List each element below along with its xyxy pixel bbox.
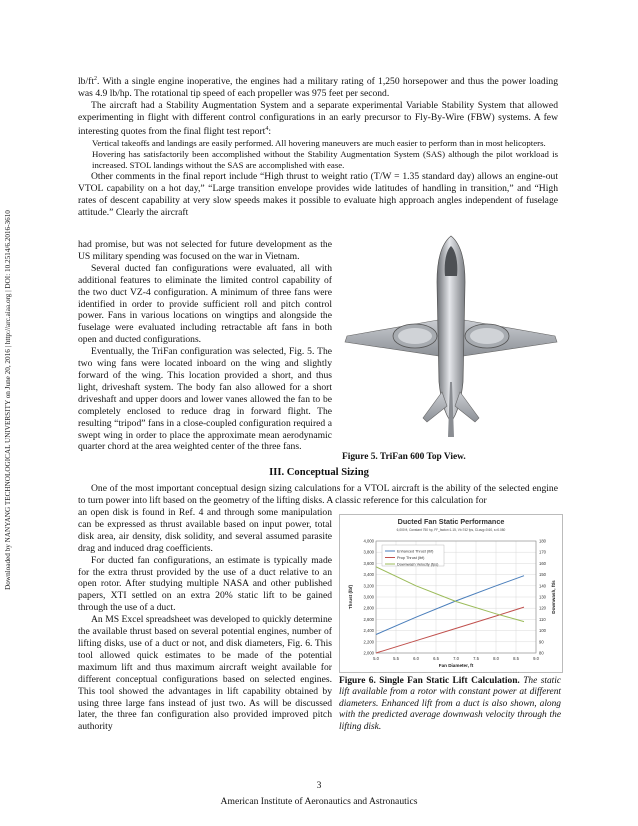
y2-axis-label: Downwash, ft/s xyxy=(551,580,556,614)
x-tick-label: 9.0 xyxy=(533,656,539,661)
figure-6-caption: Figure 6. Single Fan Static Lift Calculation. The static lift available from a rotor with constant power at different diameters. Enhanced lift from a duct is also shown, along with the predicted average downwash velocity through the lifting disk. xyxy=(339,676,561,732)
x-tick-label: 6.0 xyxy=(413,656,419,661)
section-3-intro xyxy=(78,483,558,507)
y-tick-label: 2,800 xyxy=(363,605,374,611)
series-line-2 xyxy=(376,607,524,653)
left-column-lower xyxy=(78,507,332,733)
x-tick-label: 8.0 xyxy=(493,656,499,661)
y2-tick-label: 160 xyxy=(539,560,546,566)
paragraph-6-cont: an open disk is found in Ref. 4 and through some manipulation can be expressed as thrust available based on input power, total disk area, air density, disk solidity, and several assumed parasite drag and induced drag coefficients. xyxy=(78,507,332,554)
quote-2: Hovering has satisfactorily been accomplished without the Stability Augmentation System (SAS) although the pilot workload is increased. STOL landings without the SAS are accomplished with ease. xyxy=(92,148,558,170)
paragraph-5: Eventually, the TriFan configuration was selected, Fig. 5. The two wing fans were located inboard on the wing and slightly forward of the wing. This location provided a short, and thus light, driveshaft system. The body fan also allowed for a short driveshaft and upper doors and lower vanes allowed the fan to be completely enclosed to reduce drag in forward flight. The resulting “tripod” fans in a close-coupled configuration required a swept wing in order to place the approximate mean aerodynamic quarter chord at the area weighted center of the three fans. xyxy=(78,346,332,453)
top-text-block xyxy=(78,74,558,219)
page-number: 3 xyxy=(316,780,322,791)
y2-tick-label: 170 xyxy=(539,549,546,555)
y-axis-label: Thrust (lbf) xyxy=(348,584,353,610)
paragraph-7: For ducted fan configurations, an estimate is typically made for the extra thrust provided by the use of a duct relative to an open rotor. After studying multiple NASA and other published papers, XTI settled on an extra 20% static lift to be gained through the use of a duct. xyxy=(78,554,332,614)
y2-tick-label: 150 xyxy=(539,572,546,578)
series-line-1 xyxy=(376,576,524,635)
x-tick-label: 6.5 xyxy=(433,656,439,661)
y2-tick-label: 80 xyxy=(539,650,544,656)
legend-label-2: Prop Thrust (lbf) xyxy=(397,555,425,560)
x-tick-label: 8.5 xyxy=(513,656,519,661)
y-tick-label: 4,000 xyxy=(363,538,374,544)
download-notice: Downloaded by NANYANG TECHNOLOGICAL UNIVERSITY on June 20, 2016 | http://arc.aiaa.org | DOI: 10.2514/6.2016-3610 xyxy=(4,210,12,590)
y2-tick-label: 90 xyxy=(539,639,544,645)
x-tick-label: 7.0 xyxy=(453,656,459,661)
paragraph-8: An MS Excel spreadsheet was developed to quickly determine the available thrust based on several potential engines, number of lifting disks, use of a duct or not, and disk diameters, Fig. 6. This tool allowed quick estimates to be made of the potential maximum lift and thus maximum aircraft weight available for different conceptual configurations based on selected engines. This tool showed the advantages in lift capability obtained by using three large fans instead of just two. As will be discussed later, the three fan configuration also provided improved pitch authority xyxy=(78,614,332,733)
paragraph-2: The aircraft had a Stability Augmentation System and a separate experimental Variable Stability System that allowed experimenting in flight with different control configurations in an early precursor to Fly-By-Wire (FBW) systems. A few interesting quotes from the final flight test report$^4$: xyxy=(78,100,558,137)
y2-tick-label: 130 xyxy=(539,594,546,600)
y2-tick-label: 100 xyxy=(539,628,546,634)
y-tick-label: 2,000 xyxy=(363,650,374,656)
paragraph-4: Several ducted fan configurations were evaluated, all with additional features to eliminate the limited control capability of the two duct VZ-4 configuration. A minimum of three fans were identified in order to provide sufficient roll and pitch control power. Fans in various locations on wingtips and alongside the fuselage were evaluated including retractable aft fans in both open and ducted configurations. xyxy=(78,262,332,346)
figure-5-caption: Figure 5. TriFan 600 Top View. xyxy=(342,452,466,462)
paragraph-3: Other comments in the final report include “High thrust to weight ratio (T/W = 1.35 standard day) allows an engine-out VTOL capability on a hot day,” “Large transition envelope provides wide latitudes of handling in transition,” and “High rates of descent capability at very slow speeds makes it possible to evaluate high approach angles independent of fuselage attitude.” Clearly the aircraft xyxy=(78,170,558,218)
series-line-3 xyxy=(376,567,524,622)
x-axis-label: Fan Diameter, ft xyxy=(438,663,474,668)
trifan-aircraft-image xyxy=(343,232,559,444)
chart-title: Ducted Fan Static Performance xyxy=(397,517,505,526)
x-tick-label: 5.0 xyxy=(373,656,379,661)
paragraph-6: One of the most important conceptual design sizing calculations for a VTOL aircraft is the ability of the selected engine to turn power into lift based on the geometry of the lifting disks. A classic reference for this calculation for xyxy=(78,483,558,506)
footer-publisher: American Institute of Aeronautics and Astronautics xyxy=(220,796,418,807)
paragraph-3-cont: had promise, but was not selected for future development as the US military spending was focused on the war in Vietnam. xyxy=(78,239,332,262)
y-tick-label: 2,200 xyxy=(363,639,374,645)
legend-label-3: Downwash Velocity (fps) xyxy=(397,562,439,567)
ducted-fan-chart xyxy=(339,514,563,673)
paragraph-1: $lb/ft^2$. With a single engine inoperative, the engines had a military rating of 1,250 horsepower and thus the power loading was 4.9 lb/hp. The rotational tip speed of each propeller was 975 feet per second. xyxy=(78,76,558,100)
download-sidebar xyxy=(2,185,14,615)
y-tick-label: 3,200 xyxy=(363,583,374,589)
section-heading: III. Conceptual Sizing xyxy=(269,467,369,478)
chart-subtitle: 6,000 ft, Constant 750 hp, FF_factor=1.15, Vt=742 fps, CLavg=0.60, s=0.080 xyxy=(396,528,506,532)
y2-tick-label: 120 xyxy=(539,605,546,611)
x-tick-label: 7.5 xyxy=(473,656,479,661)
y-tick-label: 2,600 xyxy=(363,616,374,622)
y2-tick-label: 180 xyxy=(539,538,546,544)
quote-1: Vertical takeoffs and landings are easily performed. All hovering maneuvers are much easier to perform than in most helicopters. xyxy=(92,137,546,148)
legend-label-1: Enhanced Thrust (lbf) xyxy=(397,549,434,554)
quote-block xyxy=(78,138,558,171)
chart-canvas xyxy=(340,515,562,672)
y2-tick-label: 140 xyxy=(539,583,546,589)
y-tick-label: 3,600 xyxy=(363,560,374,566)
y-tick-label: 3,800 xyxy=(363,549,374,555)
x-tick-label: 5.5 xyxy=(393,656,399,661)
y-tick-label: 2,400 xyxy=(363,628,374,634)
left-column-upper xyxy=(78,239,332,453)
y-tick-label: 3,400 xyxy=(363,572,374,578)
y-tick-label: 3,000 xyxy=(363,594,374,600)
y2-tick-label: 110 xyxy=(539,616,546,622)
